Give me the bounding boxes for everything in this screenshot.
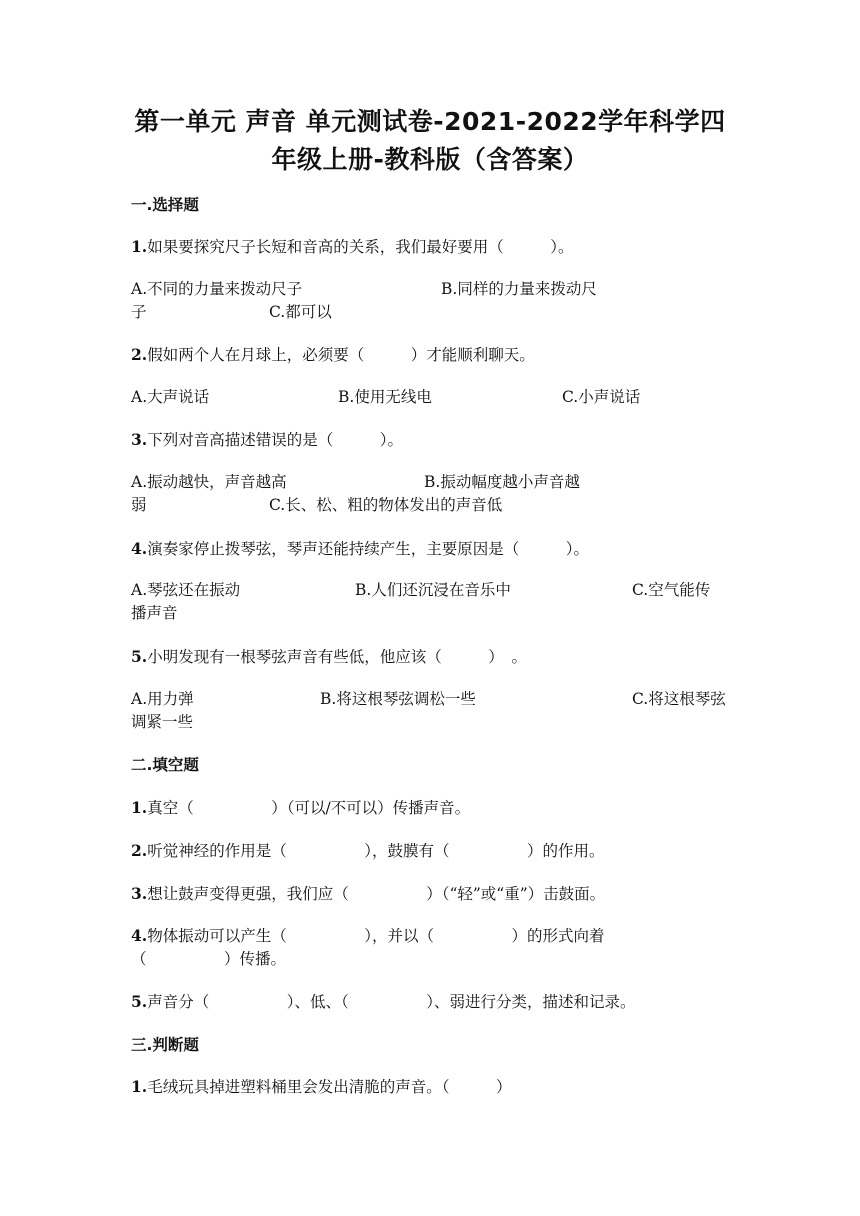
option-a: A.振动越快，声音越高 — [131, 473, 287, 491]
title-line-2: 年级上册-教科版（含答案） — [271, 145, 589, 174]
question-number: 4. — [131, 926, 148, 945]
question-stem: 想让鼓声变得更强，我们应（ ）（“轻”或“重”）击鼓面。 — [147, 885, 606, 903]
page-title — [60, 103, 800, 179]
question-number: 2. — [131, 841, 148, 860]
section-heading-fill: 二.填空题 — [131, 756, 199, 774]
option-a: A.用力弹 — [131, 690, 194, 708]
fill-question-5 — [131, 990, 635, 1012]
question-number: 3. — [131, 884, 148, 903]
fill-question-2 — [131, 839, 604, 861]
choice-options-5 — [131, 688, 731, 734]
option-c: C.长、松、粗的物体发出的声音低 — [269, 496, 503, 514]
option-c: C.将这根琴弦 — [632, 690, 726, 708]
fill-question-1 — [131, 796, 470, 818]
choice-options-2 — [131, 386, 731, 409]
choice-question-1 — [131, 235, 573, 257]
option-b: B.将这根琴弦调松一些 — [320, 690, 476, 708]
question-stem: 物体振动可以产生（ ），并以（ ）的形式向着 — [147, 927, 605, 945]
option-a: A.琴弦还在振动 — [131, 581, 241, 599]
option-c: C.都可以 — [269, 303, 332, 321]
fill-question-4-continued: （ ）传播。 — [131, 950, 287, 968]
option-b: B.使用无线电 — [338, 388, 432, 406]
fill-question-4 — [131, 924, 604, 946]
title-line-1: 第一单元 声音 单元测试卷-2021-2022学年科学四 — [134, 107, 726, 136]
choice-question-3 — [131, 428, 403, 450]
option-b-continued: 子 — [131, 303, 147, 321]
fill-question-3 — [131, 882, 605, 904]
option-b-continued: 弱 — [131, 496, 147, 514]
option-b: B.同样的力量来拨动尺 — [441, 280, 597, 298]
question-stem: 假如两个人在月球上，必须要（ ）才能顺利聊天。 — [147, 346, 535, 364]
question-stem: 演奏家停止拨琴弦，琴声还能持续产生，主要原因是（ ）。 — [147, 540, 589, 558]
question-stem: 下列对音高描述错误的是（ ）。 — [147, 431, 403, 449]
question-stem: 毛绒玩具掉进塑料桶里会发出清脆的声音。（ ） — [147, 1078, 512, 1096]
choice-question-4 — [131, 537, 589, 559]
option-c: C.空气能传 — [632, 581, 711, 599]
question-number: 5. — [131, 647, 148, 666]
choice-question-5 — [131, 645, 527, 667]
question-number: 3. — [131, 430, 148, 449]
question-stem: 听觉神经的作用是（ ），鼓膜有（ ）的作用。 — [147, 842, 605, 860]
judge-question-1 — [131, 1075, 511, 1097]
option-a: A.大声说话 — [131, 388, 210, 406]
question-stem: 真空（ ）（可以/不可以）传播声音。 — [147, 799, 471, 817]
section-heading-choice: 一.选择题 — [131, 196, 199, 214]
question-number: 1. — [131, 237, 148, 256]
question-stem: 小明发现有一根琴弦声音有些低，他应该（ ） 。 — [147, 648, 527, 666]
question-stem: 声音分（ ）、低、（ ）、弱进行分类，描述和记录。 — [147, 993, 636, 1011]
question-number: 4. — [131, 539, 148, 558]
option-c-continued: 播声音 — [131, 604, 178, 622]
section-heading-judge: 三.判断题 — [131, 1036, 199, 1054]
choice-options-4 — [131, 579, 731, 625]
question-number: 5. — [131, 992, 148, 1011]
option-b: B.振动幅度越小声音越 — [424, 473, 580, 491]
choice-options-3 — [131, 471, 731, 517]
choice-question-2 — [131, 343, 535, 365]
option-b: B.人们还沉浸在音乐中 — [355, 581, 511, 599]
question-number: 2. — [131, 345, 148, 364]
option-c: C.小声说话 — [562, 388, 641, 406]
question-number: 1. — [131, 1077, 148, 1096]
option-c-continued: 调紧一些 — [131, 713, 194, 731]
option-a: A.不同的力量来拨动尺子 — [131, 280, 303, 298]
question-number: 1. — [131, 798, 148, 817]
choice-options-1 — [131, 278, 731, 324]
question-stem: 如果要探究尺子长短和音高的关系，我们最好要用（ ）。 — [147, 238, 574, 256]
